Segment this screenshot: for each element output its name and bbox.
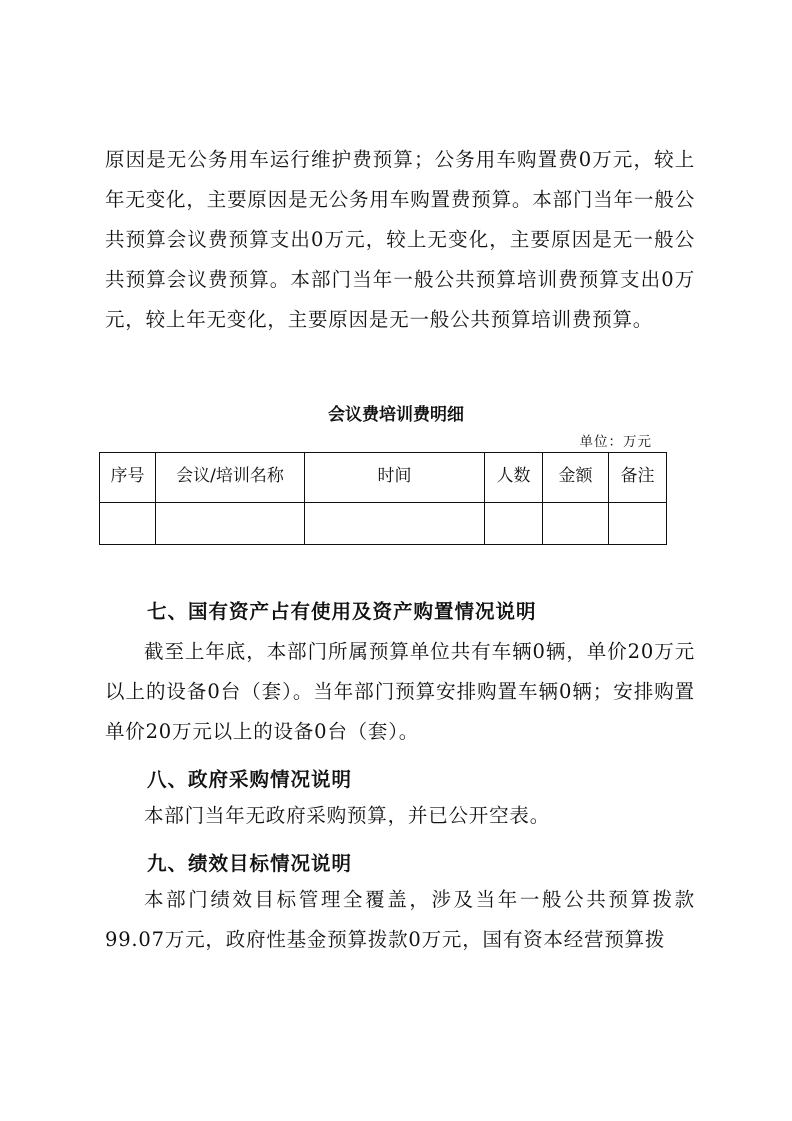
section8-body: 本部门当年无政府采购预算，并已公开空表。 — [144, 804, 551, 827]
section7-body: 截至上年底，本部门所属预算单位共有车辆0辆，单价20万元以上的设备0台（套）。当年部门预算安排购置车辆0辆；安排购置单价20万元以上的设备0台（套）。 — [105, 640, 695, 743]
meeting-training-table — [99, 452, 667, 545]
table-title: 会议费培训费明细 — [328, 405, 464, 425]
section9-heading: 九、绩效目标情况说明 — [147, 852, 353, 875]
table-unit: 单位：万元 — [579, 434, 652, 450]
header-cell-index: 序号 — [100, 453, 156, 503]
header-cell-remark: 备注 — [609, 453, 667, 503]
intro-paragraph: 原因是无公务用车运行维护费预算；公务用车购置费0万元，较上年无变化，主要原因是无公务用车购置费预算。本部门当年一般公共预算会议费预算支出0万元，较上无变化，主要原因是无一般公共预算会议费预算。本部门当年一般公共预算培训费预算支出0万元，较上年无变化，主要原因是无一般公共预算培训费预算。 — [105, 148, 695, 331]
section9-body: 本部门绩效目标管理全覆盖，涉及当年一般公共预算拨款99.07万元，政府性基金预算拨款0万元，国有资本经营预算拨 — [105, 888, 695, 951]
header-cell-amount: 金额 — [543, 453, 609, 503]
table-header-row — [100, 453, 667, 503]
header-cell-people: 人数 — [485, 453, 543, 503]
header-cell-name: 会议/培训名称 — [156, 453, 305, 503]
table-row — [100, 503, 667, 545]
table-cell — [100, 503, 156, 545]
table-cell — [485, 503, 543, 545]
table-cell — [305, 503, 485, 545]
table-cell — [609, 503, 667, 545]
table-cell — [156, 503, 305, 545]
table-cell — [543, 503, 609, 545]
section7-heading: 七、国有资产占有使用及资产购置情况说明 — [147, 600, 537, 623]
header-cell-time: 时间 — [305, 453, 485, 503]
section8-heading: 八、政府采购情况说明 — [147, 768, 353, 791]
